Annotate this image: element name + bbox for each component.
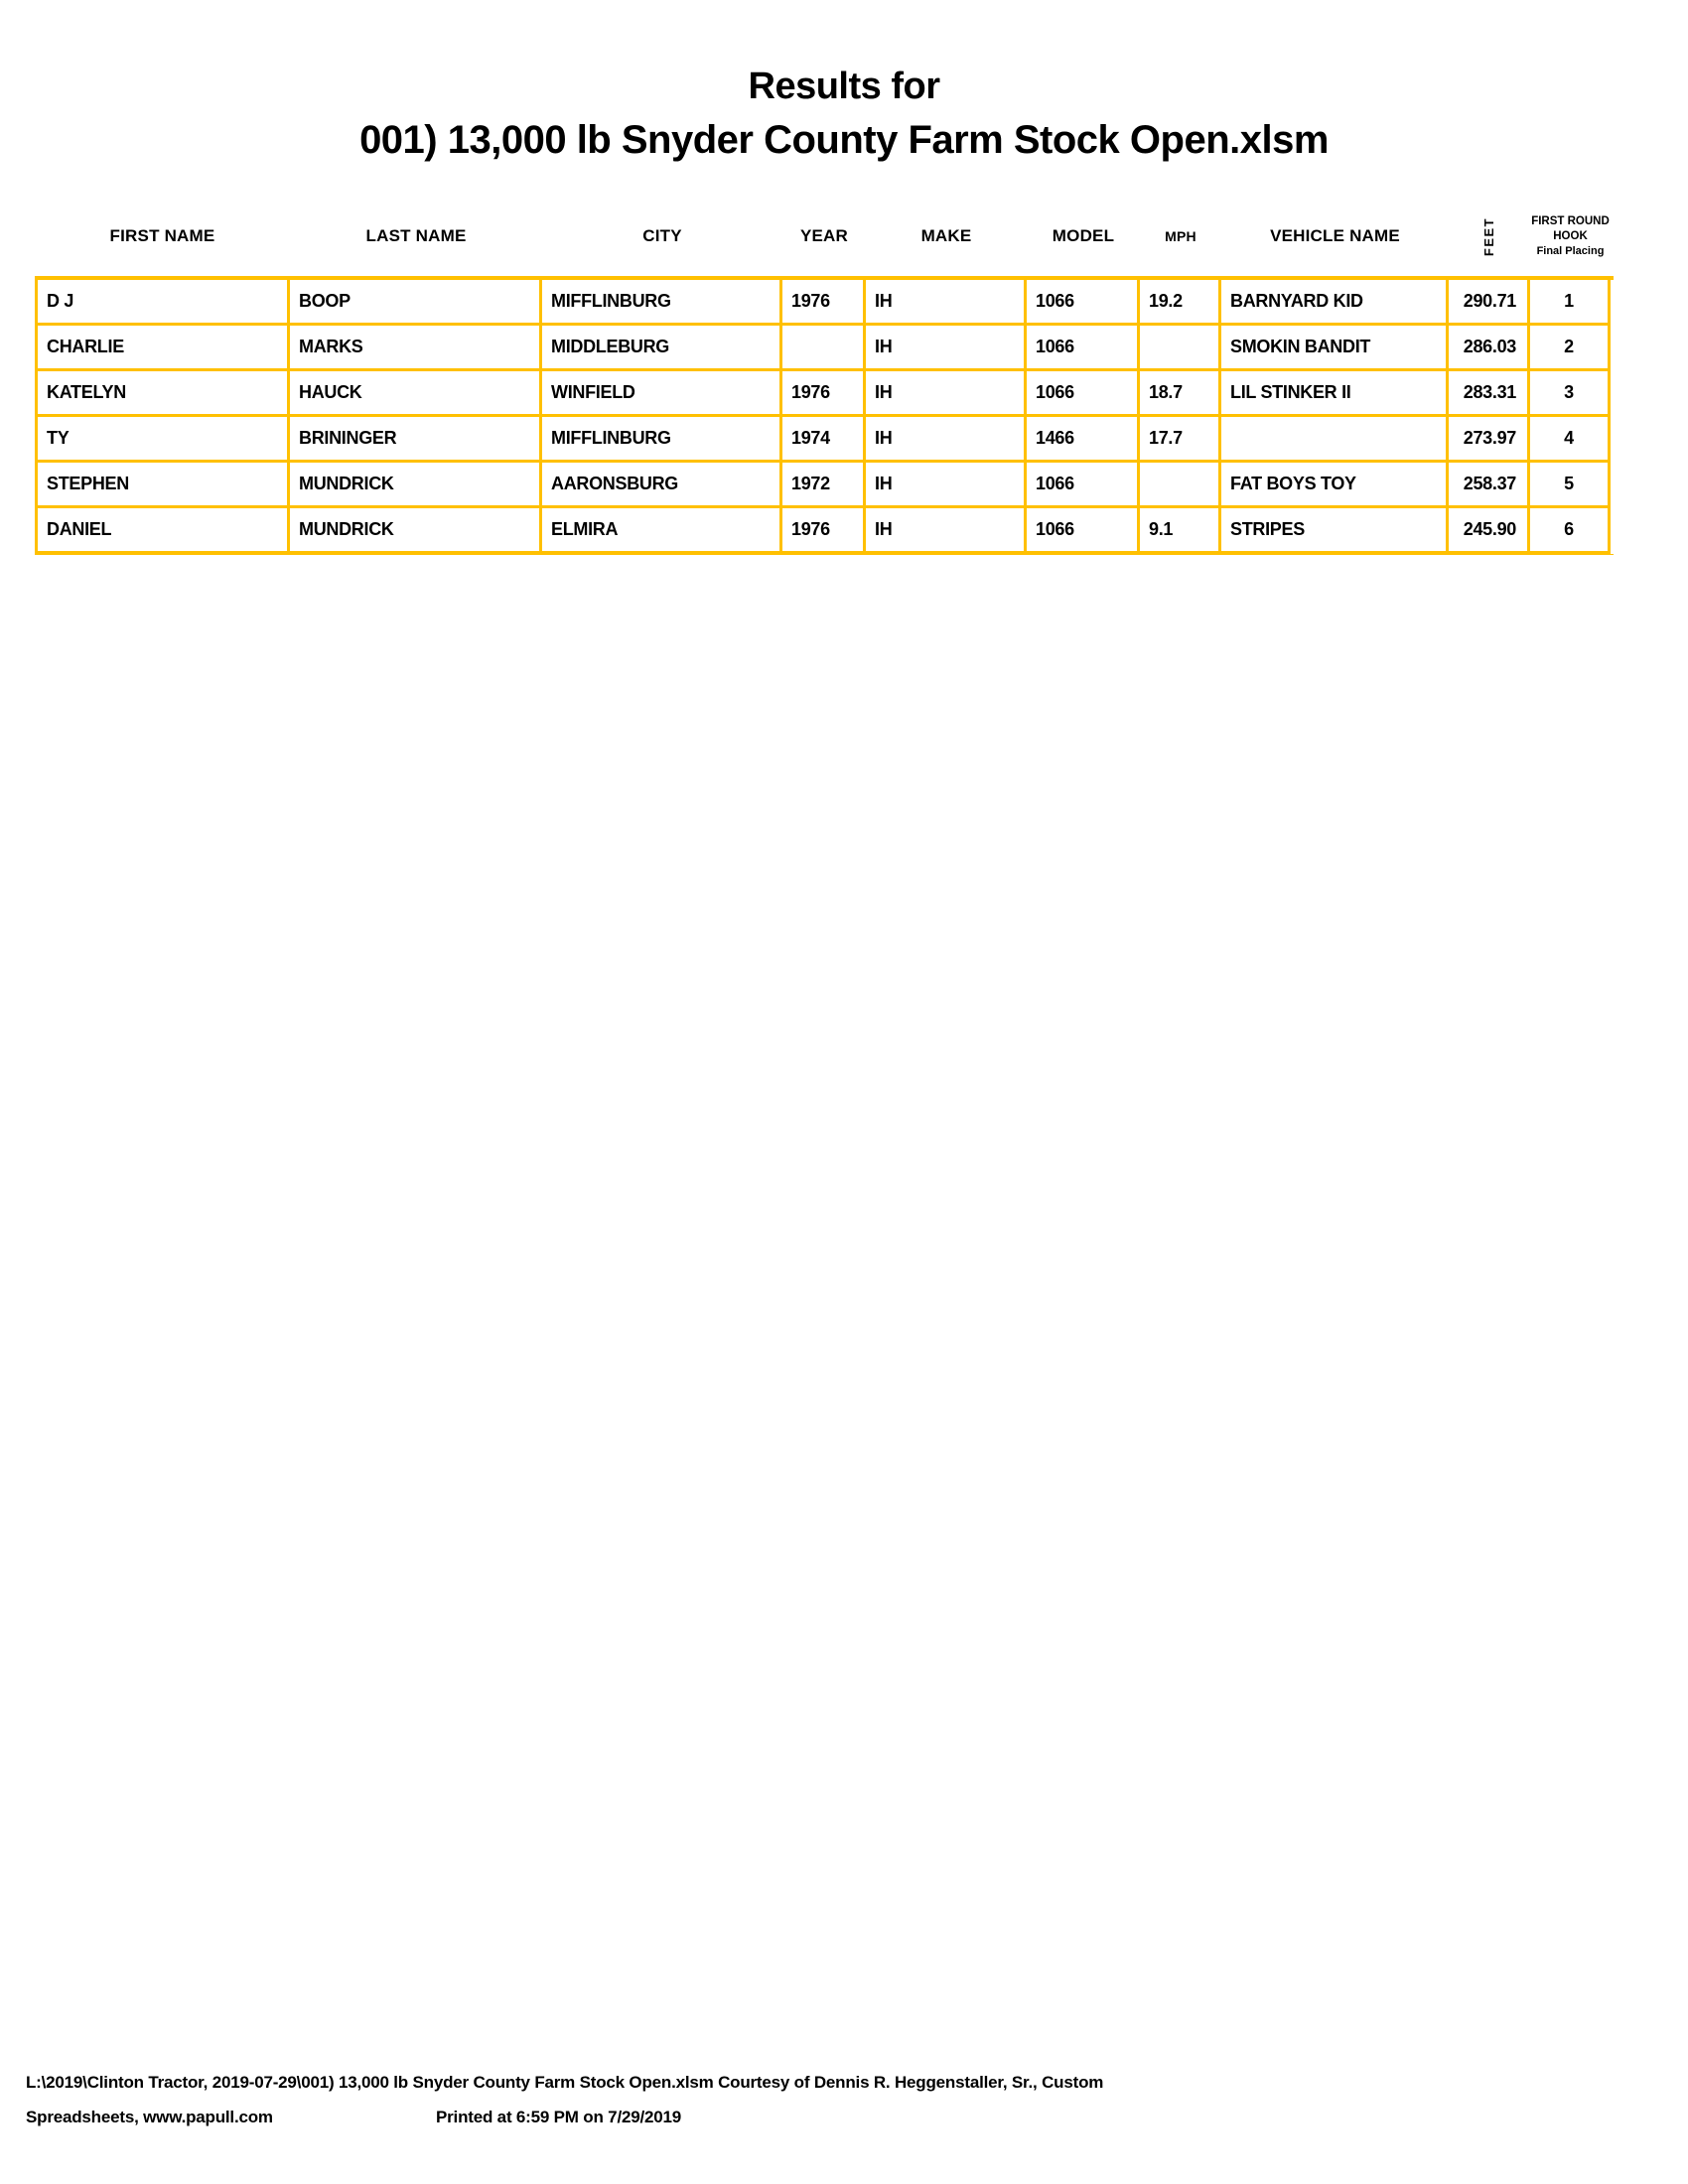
cell-first-name: D J [38, 280, 290, 326]
cell-placing: 6 [1530, 508, 1611, 554]
cell-feet: 273.97 [1449, 417, 1530, 463]
cell-year: 1976 [782, 280, 866, 326]
cell-year: 1976 [782, 371, 866, 417]
table-header-row [35, 202, 1614, 271]
header-first-name: FIRST NAME [109, 226, 215, 245]
cell-model: 1066 [1027, 371, 1140, 417]
cell-year: 1974 [782, 417, 866, 463]
cell-make: IH [866, 326, 1027, 371]
cell-last-name: MUNDRICK [290, 463, 542, 508]
cell-vehicle-name: LIL STINKER II [1221, 371, 1449, 417]
cell-make: IH [866, 508, 1027, 554]
header-last-name: LAST NAME [365, 226, 467, 245]
table-row [38, 508, 1614, 554]
cell-city: ELMIRA [542, 508, 782, 554]
header-round-line2: HOOK [1553, 229, 1588, 242]
results-table [35, 276, 1614, 555]
cell-mph: 17.7 [1140, 417, 1221, 463]
header-feet [1449, 202, 1530, 271]
cell-placing: 5 [1530, 463, 1611, 508]
cell-model: 1466 [1027, 417, 1140, 463]
header-model: MODEL [1052, 226, 1115, 245]
cell-mph: 18.7 [1140, 371, 1221, 417]
table-row [38, 417, 1614, 463]
cell-year: 1972 [782, 463, 866, 508]
cell-feet: 290.71 [1449, 280, 1530, 326]
table-row [38, 280, 1614, 326]
cell-model: 1066 [1027, 326, 1140, 371]
cell-feet: 283.31 [1449, 371, 1530, 417]
table-row [38, 326, 1614, 371]
footer-website-text: Spreadsheets, www.papull.com [26, 2108, 273, 2126]
cell-feet: 258.37 [1449, 463, 1530, 508]
header-round-line1: FIRST ROUND [1531, 214, 1610, 227]
cell-first-name: TY [38, 417, 290, 463]
cell-year [782, 326, 866, 371]
table-row [38, 463, 1614, 508]
cell-last-name: HAUCK [290, 371, 542, 417]
cell-mph [1140, 326, 1221, 371]
cell-vehicle-name [1221, 417, 1449, 463]
cell-mph: 19.2 [1140, 280, 1221, 326]
cell-placing: 2 [1530, 326, 1611, 371]
cell-mph [1140, 463, 1221, 508]
header-year: YEAR [799, 226, 849, 245]
cell-feet: 286.03 [1449, 326, 1530, 371]
cell-city: WINFIELD [542, 371, 782, 417]
cell-year: 1976 [782, 508, 866, 554]
cell-vehicle-name: BARNYARD KID [1221, 280, 1449, 326]
footer-second-line [26, 2100, 1615, 2134]
cell-model: 1066 [1027, 463, 1140, 508]
cell-city: MIFFLINBURG [542, 417, 782, 463]
footer-file-path-line: L:\2019\Clinton Tractor, 2019-07-29\001) 13,000 lb Snyder County Farm Stock Open.xlsm Courtesy of Dennis R. Heggenstaller, Sr., Custom [26, 2073, 1104, 2092]
header-final-placing-label: Final Placing [1536, 244, 1605, 257]
cell-city: AARONSBURG [542, 463, 782, 508]
cell-first-name: STEPHEN [38, 463, 290, 508]
cell-first-name: KATELYN [38, 371, 290, 417]
cell-model: 1066 [1027, 508, 1140, 554]
page-title-line1: Results for [748, 66, 940, 107]
cell-first-name: DANIEL [38, 508, 290, 554]
header-make: MAKE [920, 226, 972, 245]
cell-mph: 9.1 [1140, 508, 1221, 554]
cell-last-name: MUNDRICK [290, 508, 542, 554]
cell-placing: 4 [1530, 417, 1611, 463]
cell-vehicle-name: STRIPES [1221, 508, 1449, 554]
cell-city: MIFFLINBURG [542, 280, 782, 326]
footer-printed-timestamp: Printed at 6:59 PM on 7/29/2019 [436, 2108, 682, 2126]
header-city: CITY [642, 226, 682, 245]
header-vehicle-name: VEHICLE NAME [1270, 226, 1400, 245]
cell-make: IH [866, 463, 1027, 508]
cell-model: 1066 [1027, 280, 1140, 326]
cell-vehicle-name: FAT BOYS TOY [1221, 463, 1449, 508]
cell-placing: 3 [1530, 371, 1611, 417]
header-mph: MPH [1165, 228, 1196, 244]
header-first-round-hook [1530, 202, 1611, 271]
cell-make: IH [866, 371, 1027, 417]
cell-city: MIDDLEBURG [542, 326, 782, 371]
cell-feet: 245.90 [1449, 508, 1530, 554]
table-row [38, 371, 1614, 417]
cell-last-name: MARKS [290, 326, 542, 371]
cell-last-name: BRININGER [290, 417, 542, 463]
header-feet-rotated-label: FEET [1481, 216, 1497, 256]
cell-make: IH [866, 280, 1027, 326]
page-title-line2: 001) 13,000 lb Snyder County Farm Stock Open.xlsm [359, 118, 1329, 162]
cell-vehicle-name: SMOKIN BANDIT [1221, 326, 1449, 371]
cell-placing: 1 [1530, 280, 1611, 326]
cell-first-name: CHARLIE [38, 326, 290, 371]
page-footer [26, 2065, 1615, 2134]
cell-last-name: BOOP [290, 280, 542, 326]
cell-make: IH [866, 417, 1027, 463]
